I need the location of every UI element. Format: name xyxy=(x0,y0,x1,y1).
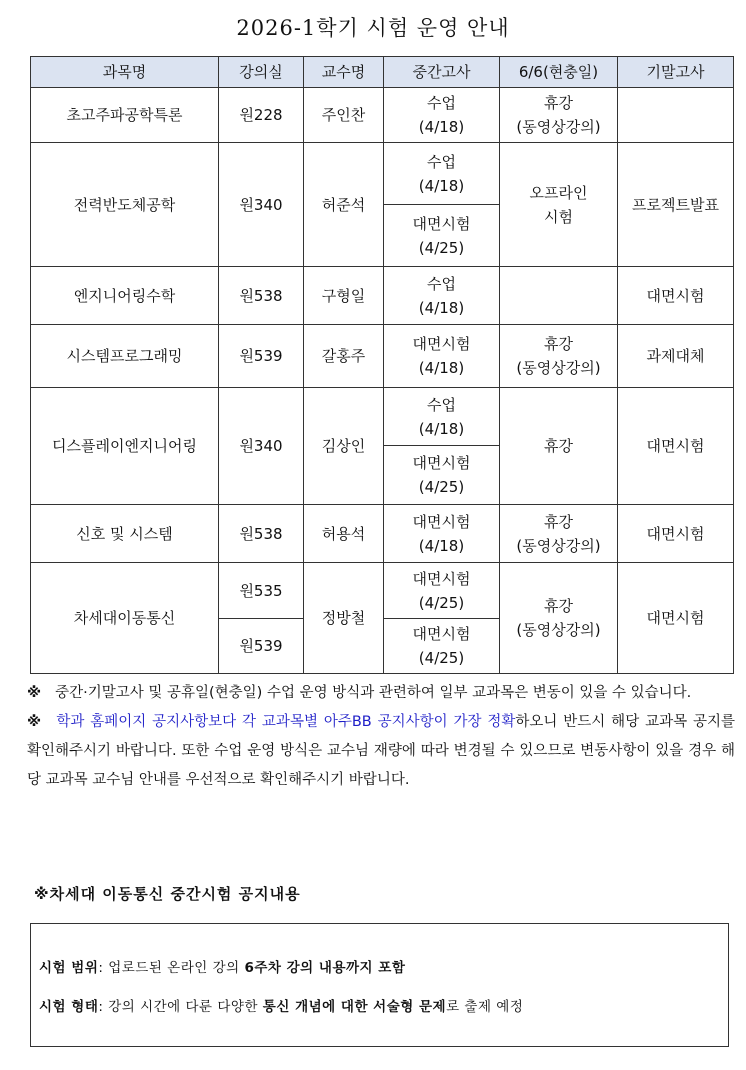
holiday-detail: 시험 xyxy=(544,207,573,226)
professor: 허준석 xyxy=(304,143,384,267)
room: 원539 xyxy=(219,619,304,674)
header-room: 강의실 xyxy=(219,57,304,88)
note-highlight: 학과 홈페이지 공지사항보다 각 교과목별 아주BB 공지사항이 가장 정확 xyxy=(56,714,516,730)
holiday-cell xyxy=(500,505,618,563)
room: 원535 xyxy=(219,563,304,619)
final-cell: 과제대체 xyxy=(618,325,734,388)
table-row xyxy=(31,325,734,388)
course-name: 신호 및 시스템 xyxy=(31,505,219,563)
holiday-status: 휴강 xyxy=(544,335,573,353)
table-row xyxy=(31,143,734,205)
holiday-detail: (동영상강의) xyxy=(516,359,601,377)
midterm-cell xyxy=(384,446,500,505)
midterm-method: 대면시험 xyxy=(412,625,471,643)
midterm-cell xyxy=(384,388,500,446)
midterm-method: 대면시험 xyxy=(412,335,471,353)
table-row xyxy=(31,505,734,563)
midterm-method: 수업 xyxy=(427,152,456,171)
midterm-cell xyxy=(384,267,500,325)
table-row xyxy=(31,88,734,143)
room: 원228 xyxy=(219,88,304,143)
page-title: 2026-1학기 시험 운영 안내 xyxy=(236,16,510,40)
midterm-cell xyxy=(384,88,500,143)
notes-section xyxy=(27,679,735,795)
midterm-cell xyxy=(384,325,500,388)
midterm-method: 수업 xyxy=(427,395,456,414)
exam-type-text: : 강의 시간에 다룬 다양한 xyxy=(98,999,263,1015)
professor: 정방철 xyxy=(304,563,384,674)
final-cell xyxy=(618,88,734,143)
notice-box xyxy=(30,923,729,1047)
header-professor: 교수명 xyxy=(304,57,384,88)
exam-type-line xyxy=(39,995,523,1015)
header-midterm: 중간고사 xyxy=(384,57,500,88)
professor: 김상인 xyxy=(304,388,384,505)
midterm-date: (4/25) xyxy=(418,238,465,257)
midterm-method: 대면시험 xyxy=(412,214,471,233)
exam-range-label: 시험 범위 xyxy=(39,960,99,976)
exam-schedule-table xyxy=(30,56,734,674)
room: 원340 xyxy=(219,143,304,267)
reference-mark: ※ xyxy=(27,714,43,730)
final-cell: 대면시험 xyxy=(618,267,734,325)
exam-type-tail: 로 출제 예정 xyxy=(446,999,524,1015)
header-final: 기말고사 xyxy=(618,57,734,88)
holiday-cell xyxy=(500,325,618,388)
midterm-date: (4/18) xyxy=(418,359,465,377)
table-header-row xyxy=(31,57,734,88)
holiday-status: 휴강 xyxy=(544,512,573,531)
course-name: 차세대이동통신 xyxy=(31,563,219,674)
holiday-detail: (동영상강의) xyxy=(516,621,601,639)
midterm-cell xyxy=(384,505,500,563)
midterm-date: (4/18) xyxy=(418,298,465,317)
final-cell: 대면시험 xyxy=(618,388,734,505)
exam-type-bold: 통신 개념에 대한 서술형 문제 xyxy=(262,999,447,1015)
room: 원538 xyxy=(219,267,304,325)
notice-heading: ※차세대 이동통신 중간시험 공지내용 xyxy=(34,885,301,903)
midterm-date: (4/25) xyxy=(418,593,465,612)
header-holiday: 6/6(현충일) xyxy=(500,57,618,88)
professor: 허용석 xyxy=(304,505,384,563)
final-cell: 대면시험 xyxy=(618,563,734,674)
midterm-cell xyxy=(384,205,500,267)
midterm-cell xyxy=(384,143,500,205)
holiday-cell xyxy=(500,88,618,143)
course-name: 시스템프로그래밍 xyxy=(31,325,219,388)
midterm-method: 수업 xyxy=(427,94,456,112)
midterm-cell xyxy=(384,619,500,674)
final-cell: 프로젝트발표 xyxy=(618,143,734,267)
holiday-detail: (동영상강의) xyxy=(516,118,601,136)
midterm-date: (4/18) xyxy=(418,536,465,555)
midterm-date: (4/25) xyxy=(418,649,465,667)
midterm-method: 대면시험 xyxy=(412,569,471,588)
reference-mark: ※ xyxy=(27,685,42,701)
midterm-method: 대면시험 xyxy=(412,512,471,531)
course-name: 초고주파공학특론 xyxy=(31,88,219,143)
note-text: 하오니 반드시 해당 교과목 공지를 확인해주시기 바랍니다. 또한 수업 운영 방식은 교수님 재량에 따라 변경될 수 있으므로 변동사항이 있을 경우 해당 교과목 교수님 안내를 우선적으로 확인해주시기 바랍니다. xyxy=(27,714,735,788)
holiday-detail: (동영상강의) xyxy=(516,536,601,555)
exam-range-line xyxy=(39,956,405,976)
holiday-cell xyxy=(500,267,618,325)
table-row xyxy=(31,267,734,325)
table-row xyxy=(31,563,734,619)
midterm-method: 대면시험 xyxy=(412,454,471,472)
table-row xyxy=(31,388,734,446)
midterm-cell xyxy=(384,563,500,619)
header-course: 과목명 xyxy=(31,57,219,88)
holiday-status: 휴강 xyxy=(544,597,573,615)
exam-range-text: : 업로드된 온라인 강의 xyxy=(98,960,245,976)
midterm-date: (4/25) xyxy=(418,478,465,496)
note-item xyxy=(27,679,735,708)
room: 원538 xyxy=(219,505,304,563)
exam-range-bold: 6주차 강의 내용까지 포함 xyxy=(244,960,406,976)
midterm-date: (4/18) xyxy=(418,176,465,195)
course-name: 디스플레이엔지니어링 xyxy=(31,388,219,505)
holiday-status: 오프라인 xyxy=(529,183,588,202)
professor: 구형일 xyxy=(304,267,384,325)
room: 원340 xyxy=(219,388,304,505)
holiday-cell xyxy=(500,563,618,674)
exam-type-label: 시험 형태 xyxy=(39,999,99,1015)
holiday-status: 휴강 xyxy=(544,94,573,112)
professor: 갈홍주 xyxy=(304,325,384,388)
note-text: 중간·기말고사 및 공휴일(현충일) 수업 운영 방식과 관련하여 일부 교과목은 변동이 있을 수 있습니다. xyxy=(55,685,692,701)
holiday-cell: 휴강 xyxy=(500,388,618,505)
note-item xyxy=(27,708,735,795)
holiday-cell xyxy=(500,143,618,267)
midterm-date: (4/18) xyxy=(418,419,465,438)
professor: 주인찬 xyxy=(304,88,384,143)
course-name: 엔지니어링수학 xyxy=(31,267,219,325)
final-cell: 대면시험 xyxy=(618,505,734,563)
room: 원539 xyxy=(219,325,304,388)
midterm-method: 수업 xyxy=(427,274,456,293)
midterm-date: (4/18) xyxy=(418,118,465,136)
course-name: 전력반도체공학 xyxy=(31,143,219,267)
